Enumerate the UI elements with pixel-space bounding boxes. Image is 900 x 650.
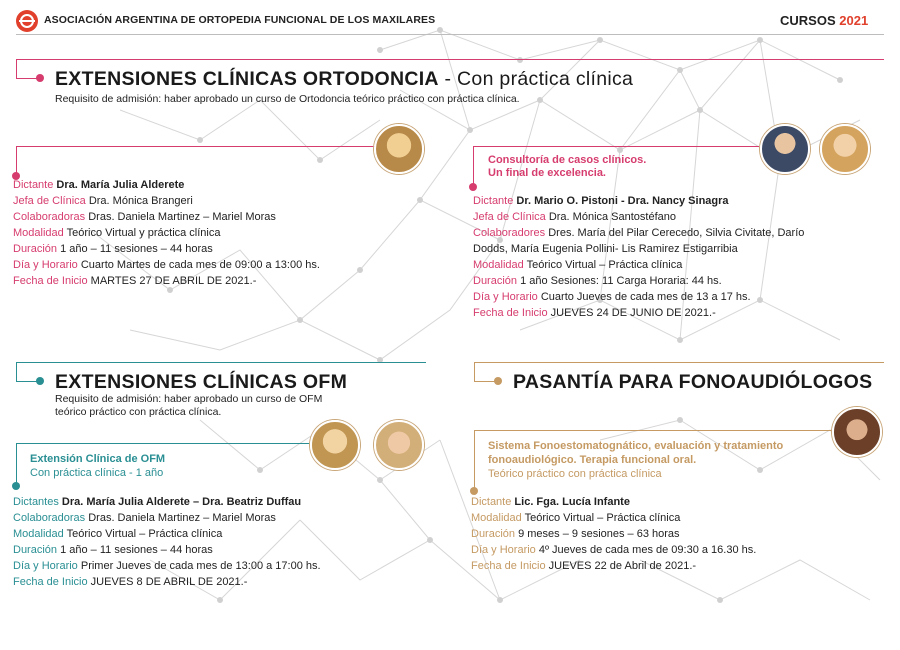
section2-requirement: Requisito de admisión: haber aprobado un curso de OFM teórico práctico con práctica clínica. xyxy=(55,393,323,418)
section1-rule-link xyxy=(16,78,38,79)
s1-right-rule xyxy=(473,146,759,147)
section1-rule xyxy=(16,59,884,60)
s1-left-details: Dictante Dra. María Julia Alderete Jefa de Clínica Dra. Mónica Brangeri Colaboradoras Dras. Daniela Martinez – Mariel Moras Modalidad Teórico Virtual y práctica clínica Duración 1 año – 11 sesiones – 44 horas Día y Horario Cuarto Martes de cada mes de 09:00 a 13:00 hs. Fecha de Inicio MARTES 27 DE ABRIL DE 2021.- xyxy=(13,179,320,287)
section3-bullet xyxy=(494,377,502,385)
association-logo-icon xyxy=(16,10,38,32)
s2-sub-rule-drop xyxy=(16,443,17,485)
section2-bullet xyxy=(36,377,44,385)
s3-subtitle: Sistema Fonoestomatognático, evaluación y tratamiento fonoaudiológico. Terapia funcional oral. Teórico práctico con práctica clínica xyxy=(488,440,784,480)
s2-sub-rule xyxy=(16,443,310,444)
portrait-infante xyxy=(832,407,882,457)
s1-right-subtitle: Consultoría de casos clínicos. Un final de excelencia. xyxy=(488,154,647,179)
section3-title: PASANTÍA PARA FONOAUDIÓLOGOS xyxy=(513,371,873,393)
section2-rule-link xyxy=(16,381,38,382)
s1-right-bullet xyxy=(469,183,477,191)
s2-details: Dictantes Dra. María Julia Alderete – Dra. Beatriz Duffau Colaboradoras Dras. Daniela Martinez – Mariel Moras Modalidad Teórico Virtual – Práctica clínica Duración 1 año – 11 sesiones – 44 horas Día y Horario Primer Jueves de cada mes de 13:00 a 17:00 hs. Fecha de Inicio JUEVES 8 DE ABRIL DE 2021.- xyxy=(13,496,321,588)
section2-title: EXTENSIONES CLÍNICAS OFM xyxy=(55,371,348,393)
section2-rule-drop xyxy=(16,362,17,382)
s3-sub-rule xyxy=(474,430,832,431)
section1-bullet xyxy=(36,74,44,82)
section1-requirement: Requisito de admisión: haber aprobado un curso de Ortodoncia teórico práctico con práctica clínica. xyxy=(55,93,520,105)
section1-rule-drop xyxy=(16,59,17,79)
s3-details: Dictante Lic. Fga. Lucía Infante Modalidad Teórico Virtual – Práctica clínica Duración 9 meses – 9 sesiones – 63 horas Día y Horario 4º Jueves de cada mes de 09:30 a 16.30 hs. Fecha de Inicio JUEVES 22 de Abril de 2021.- xyxy=(471,496,757,572)
section3-rule-link xyxy=(474,381,496,382)
portrait-pistoni xyxy=(760,124,810,174)
association-name: ASOCIACIÓN ARGENTINA DE ORTOPEDIA FUNCIONAL DE LOS MAXILARES xyxy=(44,14,436,26)
s1-left-rule xyxy=(16,146,376,147)
header-divider xyxy=(16,34,884,35)
section1-title: EXTENSIONES CLÍNICAS ORTODONCIA - Con práctica clínica xyxy=(55,68,634,90)
portrait-sinagra xyxy=(820,124,870,174)
portrait-duffau xyxy=(374,420,424,470)
s2-sub-bullet xyxy=(12,482,20,490)
section3-rule xyxy=(474,362,884,363)
s2-subtitle: Extensión Clínica de OFM Con práctica clínica - 1 año xyxy=(30,453,166,479)
courses-label: CURSOS 2021 xyxy=(780,13,869,28)
s3-sub-rule-drop xyxy=(474,430,475,490)
portrait-alderete xyxy=(374,124,424,174)
s1-right-rule-drop xyxy=(473,146,474,186)
s1-right-details: Dictante Dr. Mario O. Pistoni - Dra. Nancy Sinagra Jefa de Clínica Dra. Mónica Santostéfano Colaboradores Dres. María del Pilar Cerecedo, Silvia Civitate, Darío Dodds, María Eugenia Pollini- Lis Ramirez Estigarribia Modalidad Teórico Virtual – Práctica clínica Duración 1 año Sesiones: 11 Carga Horaria: 44 hs. Día y Horario Cuarto Jueves de cada mes de 13 a 17 hs. Fecha de Inicio JUEVES 24 DE JUNIO DE 2021.- xyxy=(473,195,805,319)
courses-year: 2021 xyxy=(839,13,869,28)
portrait-alderete-ofm xyxy=(310,420,360,470)
section3-rule-drop xyxy=(474,362,475,382)
section2-rule xyxy=(16,362,426,363)
